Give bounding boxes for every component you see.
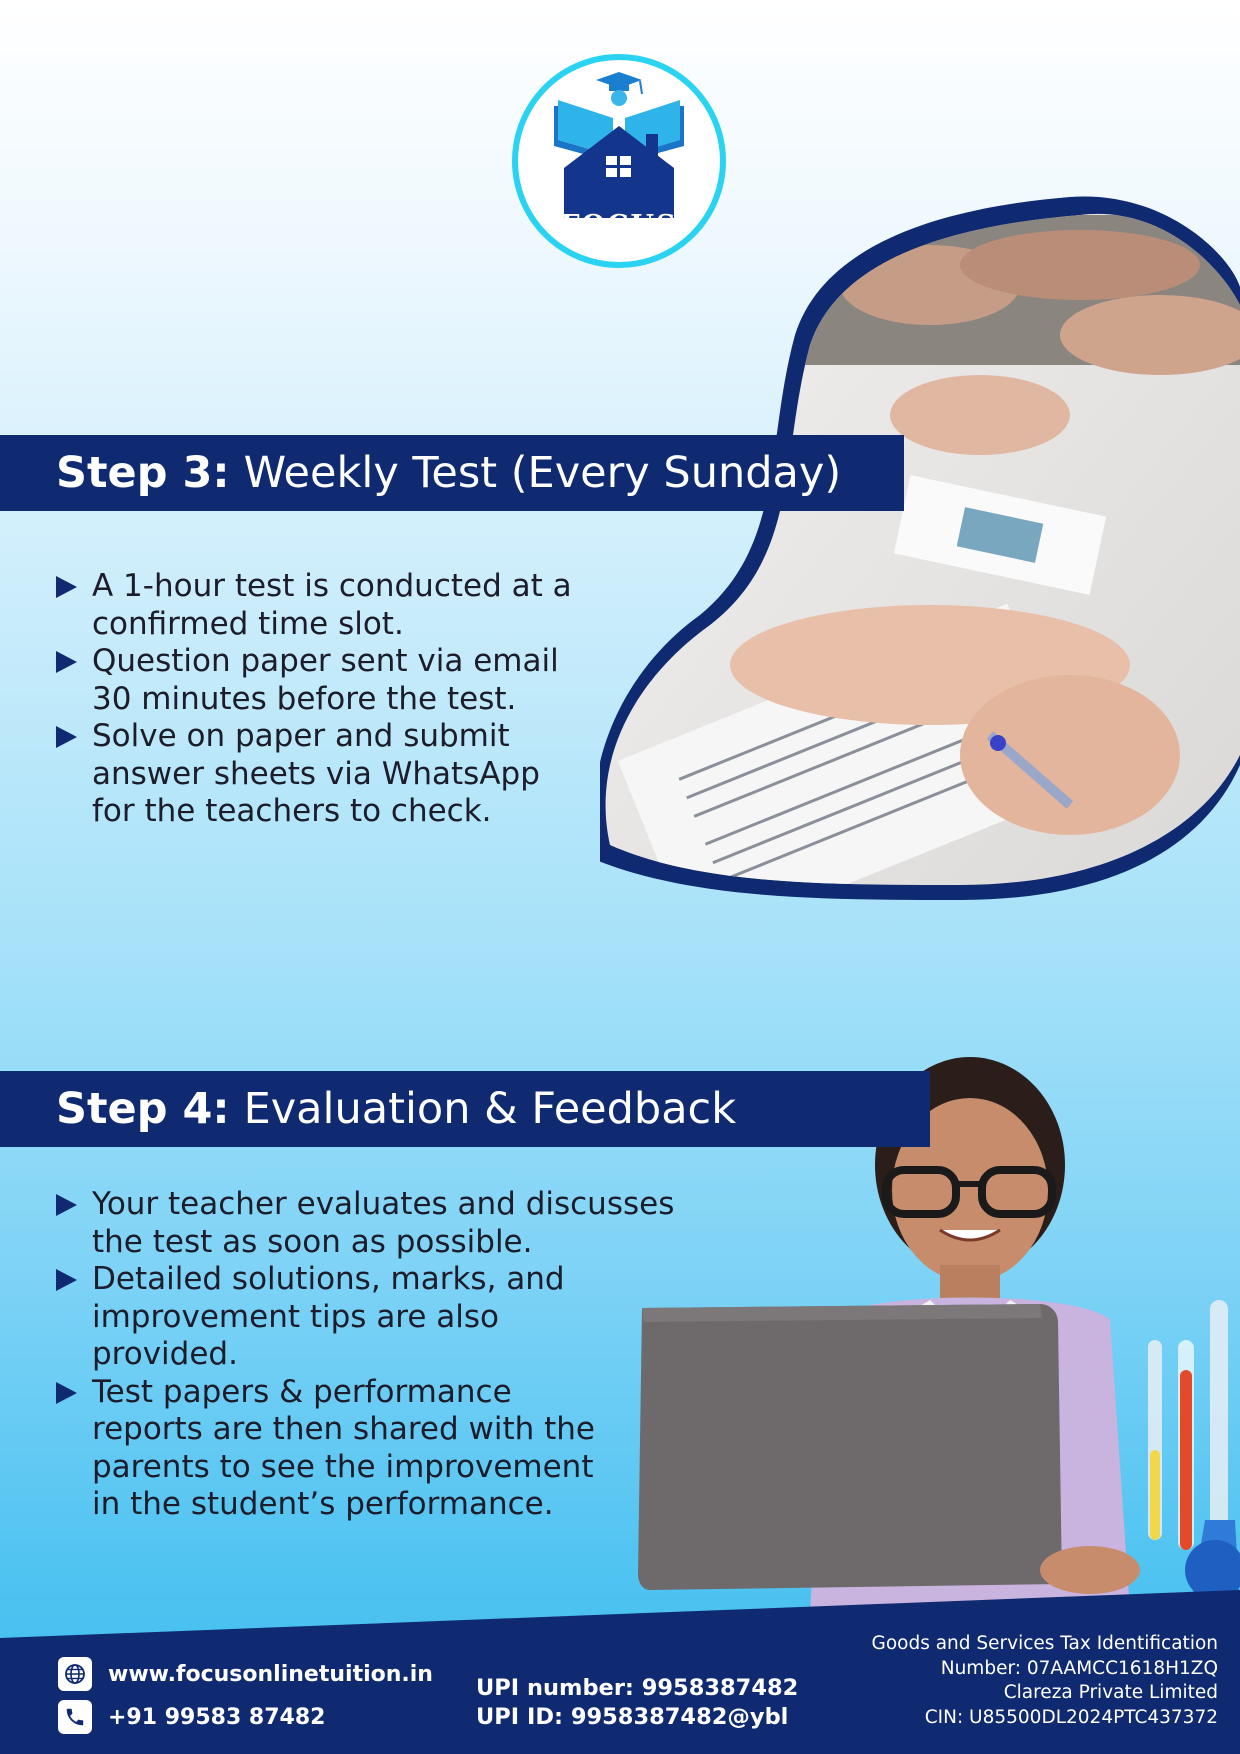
step3-bullets: [56, 568, 616, 831]
company-info: [871, 1632, 1218, 1730]
logo-wordmark: FOCUS: [560, 210, 678, 241]
gst-line-2: Number: 07AAMCC1618H1ZQ: [940, 1657, 1218, 1679]
test-photo: [600, 195, 1240, 990]
website-link[interactable]: www.focusonlinetuition.in: [108, 1661, 433, 1687]
step4-header: [0, 1071, 930, 1147]
step3-label: Step 3:: [56, 448, 230, 498]
upi-id: UPI ID: 9958387482@ybl: [476, 1704, 789, 1730]
step3-title: Weekly Test (Every Sunday): [243, 448, 842, 498]
list-item: A 1-hour test is conducted at a confirmed time slot.: [56, 568, 616, 643]
upi-number: UPI number: 9958387482: [476, 1675, 799, 1701]
list-item: Test papers & performance reports are then shared with the parents to see the improvement in the student’s performance.: [56, 1374, 716, 1524]
globe-icon: [58, 1657, 92, 1691]
step4-label: Step 4:: [56, 1084, 230, 1134]
list-item: Solve on paper and submit answer sheets via WhatsApp for the teachers to check.: [56, 718, 616, 831]
bullet-triangle-icon: [56, 726, 77, 748]
step4-title: Evaluation & Feedback: [243, 1084, 737, 1134]
list-item: Detailed solutions, marks, and improvement tips are also provided.: [56, 1261, 716, 1374]
list-item: Your teacher evaluates and discusses the test as soon as possible.: [56, 1186, 716, 1261]
bullet-triangle-icon: [56, 651, 77, 673]
bullet-triangle-icon: [56, 576, 77, 598]
cin-number: CIN: U85500DL2024PTC437372: [924, 1706, 1218, 1728]
phone-icon: [58, 1700, 92, 1734]
company-name: Clareza Private Limited: [1003, 1682, 1218, 1703]
gst-line-1: Goods and Services Tax Identification: [871, 1633, 1218, 1654]
step4-bullets: [56, 1186, 716, 1524]
bullet-triangle-icon: [56, 1269, 77, 1291]
footer-phone[interactable]: [58, 1700, 325, 1734]
bullet-triangle-icon: [56, 1194, 77, 1216]
bullet-triangle-icon: [56, 1382, 77, 1404]
footer-website[interactable]: [58, 1657, 433, 1691]
phone-number[interactable]: +91 99583 87482: [108, 1704, 326, 1730]
step3-header: [0, 435, 904, 511]
list-item: Question paper sent via email 30 minutes before the test.: [56, 643, 616, 718]
upi-details: [476, 1674, 799, 1732]
